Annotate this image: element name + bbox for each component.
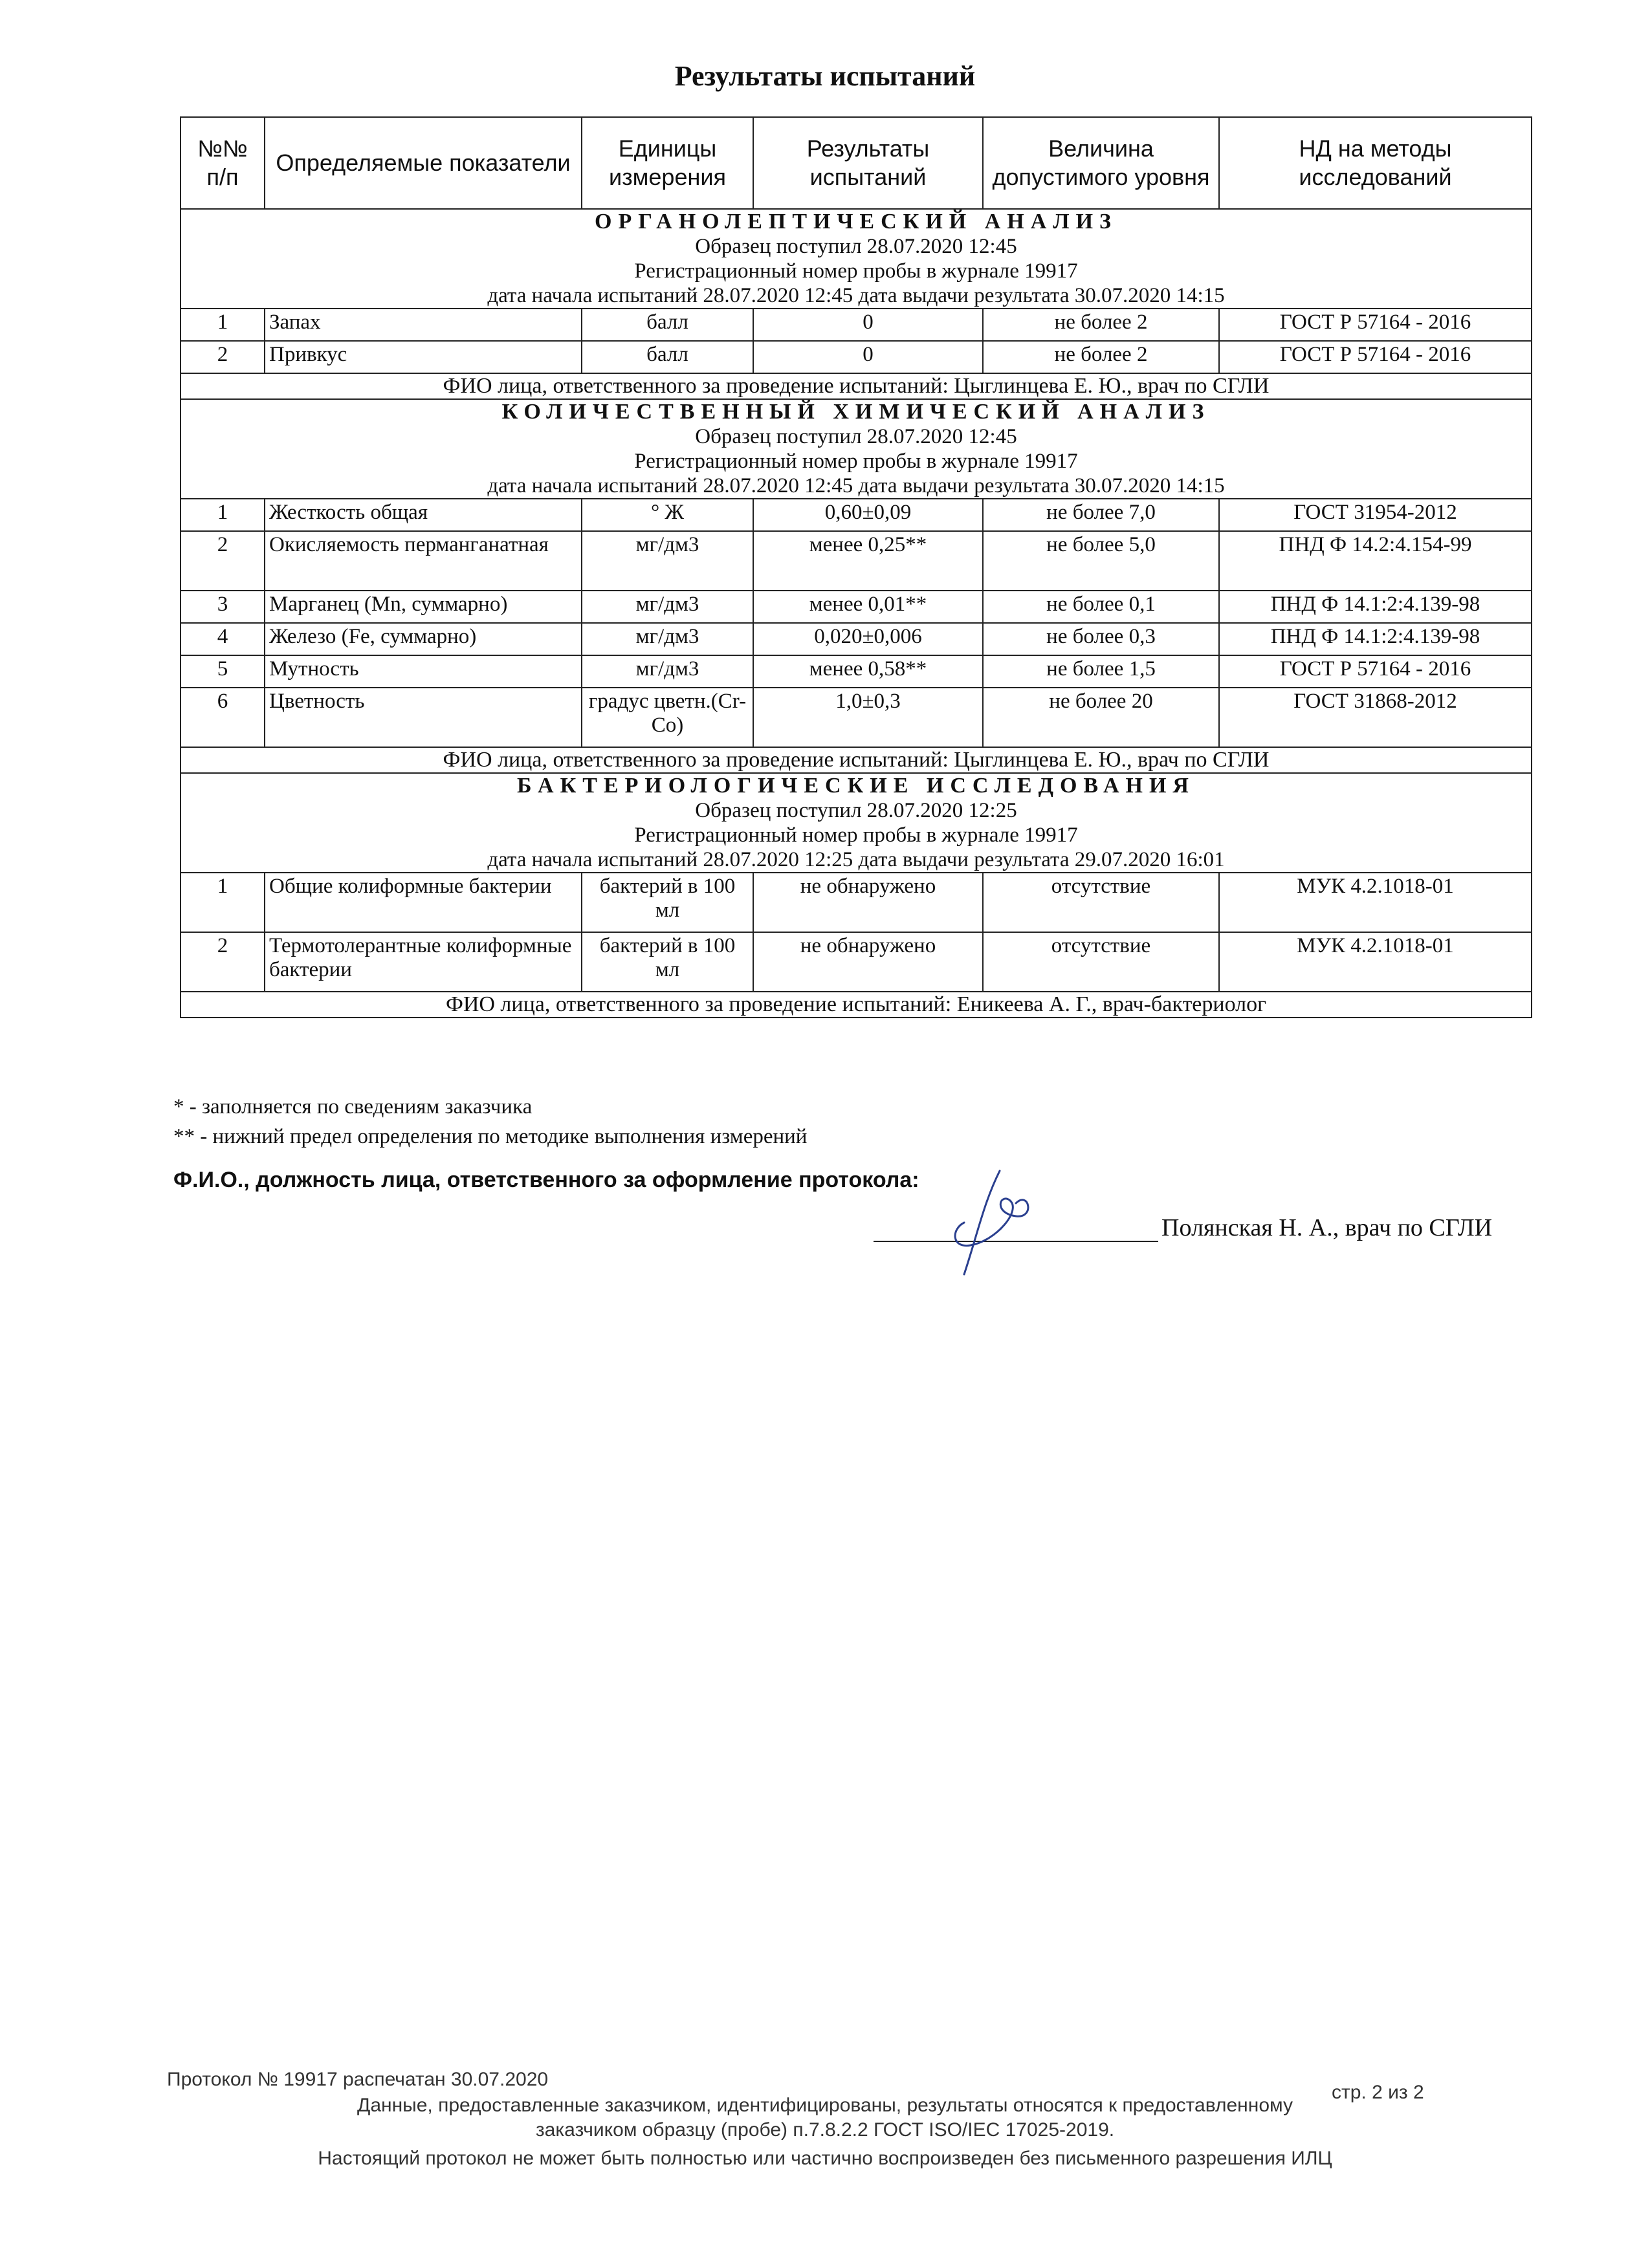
- row-limit: не более 2: [983, 309, 1219, 341]
- row-limit: не более 5,0: [983, 531, 1219, 591]
- table-row: [181, 591, 1532, 623]
- row-unit: мг/дм3: [582, 655, 753, 688]
- table-row: [181, 341, 1532, 373]
- footnote-detection-limit: ** - нижний предел определения по методике выполнения измерений: [173, 1125, 808, 1148]
- responsible-label: Ф.И.О., должность лица, ответственного за оформление протокола:: [173, 1168, 919, 1192]
- row-limit: не более 20: [983, 688, 1219, 747]
- row-method: ПНД Ф 14.2:4.154-99: [1219, 531, 1532, 591]
- row-result: 0: [753, 341, 983, 373]
- section-header: [181, 399, 1532, 499]
- row-method: МУК 4.2.1018-01: [1219, 873, 1532, 932]
- row-result: не обнаружено: [753, 873, 983, 932]
- row-indicator: Цветность: [265, 688, 582, 747]
- row-result: 1,0±0,3: [753, 688, 983, 747]
- section-header: [181, 773, 1532, 873]
- table-row: [181, 623, 1532, 655]
- row-number: 5: [181, 655, 265, 688]
- footer-page-number: стр. 2 из 2: [1332, 2082, 1424, 2103]
- row-limit: не более 1,5: [983, 655, 1219, 688]
- section-title: ОРГАНОЛЕПТИЧЕСКИЙ АНАЛИЗ: [595, 210, 1117, 234]
- footer-disclaimer-3: Настоящий протокол не может быть полностью или частично воспроизведен без письменного разрешения ИЛЦ: [318, 2148, 1332, 2169]
- row-limit: не более 0,1: [983, 591, 1219, 623]
- section-title: КОЛИЧЕСТВЕННЫЙ ХИМИЧЕСКИЙ АНАЛИЗ: [501, 400, 1211, 424]
- row-unit: мг/дм3: [582, 591, 753, 623]
- section-reg: Регистрационный номер пробы в журнале 19917: [634, 259, 1078, 283]
- footnote-customer: * - заполняется по сведениям заказчика: [173, 1095, 533, 1118]
- row-result: менее 0,25**: [753, 531, 983, 591]
- section-received: Образец поступил 28.07.2020 12:25: [695, 799, 1017, 822]
- row-unit: мг/дм3: [582, 531, 753, 591]
- table-row: [181, 531, 1532, 591]
- row-number: 1: [181, 499, 265, 531]
- section-received: Образец поступил 28.07.2020 12:45: [695, 235, 1017, 258]
- header-number: №№ п/п: [181, 117, 265, 209]
- row-unit: бактерий в 100 мл: [582, 932, 753, 992]
- table-row: [181, 873, 1532, 932]
- responsible-person: ФИО лица, ответственного за проведение испытаний: Цыглинцева Е. Ю., врач по СГЛИ: [181, 373, 1532, 399]
- row-unit: ° Ж: [582, 499, 753, 531]
- row-indicator: Запах: [265, 309, 582, 341]
- header-indicator: Определяемые показатели: [265, 117, 582, 209]
- row-limit: не более 0,3: [983, 623, 1219, 655]
- row-unit: балл: [582, 309, 753, 341]
- row-indicator: Окисляемость перманганатная: [265, 531, 582, 591]
- section-received: Образец поступил 28.07.2020 12:45: [695, 425, 1017, 448]
- row-number: 2: [181, 531, 265, 591]
- row-unit: мг/дм3: [582, 623, 753, 655]
- row-number: 2: [181, 932, 265, 992]
- row-number: 1: [181, 873, 265, 932]
- row-indicator: Общие колиформные бактерии: [265, 873, 582, 932]
- row-result: менее 0,01**: [753, 591, 983, 623]
- row-indicator: Железо (Fe, суммарно): [265, 623, 582, 655]
- row-method: ПНД Ф 14.1:2:4.139-98: [1219, 591, 1532, 623]
- handwritten-signature: [938, 1164, 1055, 1281]
- section-dates: дата начала испытаний 28.07.2020 12:45 дата выдачи результата 30.07.2020 14:15: [487, 474, 1225, 497]
- results-table: [180, 116, 1532, 1018]
- row-limit: отсутствие: [983, 932, 1219, 992]
- row-number: 2: [181, 341, 265, 373]
- section-dates: дата начала испытаний 28.07.2020 12:25 дата выдачи результата 29.07.2020 16:01: [487, 848, 1225, 871]
- section-reg: Регистрационный номер пробы в журнале 19917: [634, 823, 1078, 847]
- row-method: ГОСТ 31954-2012: [1219, 499, 1532, 531]
- section-header: [181, 209, 1532, 309]
- table-row: [181, 655, 1532, 688]
- row-limit: отсутствие: [983, 873, 1219, 932]
- section-dates: дата начала испытаний 28.07.2020 12:45 дата выдачи результата 30.07.2020 14:15: [487, 284, 1225, 307]
- row-unit: бактерий в 100 мл: [582, 873, 753, 932]
- footer-disclaimer-2: заказчиком образцу (пробе) п.7.8.2.2 ГОСТ ISO/IEC 17025-2019.: [535, 2119, 1115, 2141]
- row-method: ГОСТ Р 57164 - 2016: [1219, 655, 1532, 688]
- table-row: [181, 309, 1532, 341]
- row-number: 6: [181, 688, 265, 747]
- row-indicator: Мутность: [265, 655, 582, 688]
- row-limit: не более 2: [983, 341, 1219, 373]
- row-result: 0,60±0,09: [753, 499, 983, 531]
- section-title: БАКТЕРИОЛОГИЧЕСКИЕ ИССЛЕДОВАНИЯ: [517, 774, 1195, 798]
- responsible-row: [181, 747, 1532, 773]
- row-indicator: Привкус: [265, 341, 582, 373]
- responsible-name: Полянская Н. А., врач по СГЛИ: [1161, 1214, 1493, 1241]
- row-method: ПНД Ф 14.1:2:4.139-98: [1219, 623, 1532, 655]
- header-unit: Единицы измерения: [582, 117, 753, 209]
- row-number: 4: [181, 623, 265, 655]
- footnotes: [173, 1092, 807, 1151]
- row-result: 0,020±0,006: [753, 623, 983, 655]
- row-method: ГОСТ Р 57164 - 2016: [1219, 341, 1532, 373]
- row-limit: не более 7,0: [983, 499, 1219, 531]
- table-header-row: [181, 117, 1532, 209]
- page-title: Результаты испытаний: [674, 60, 976, 92]
- row-result: 0: [753, 309, 983, 341]
- header-result: Результаты испытаний: [753, 117, 983, 209]
- responsible-row: [181, 992, 1532, 1018]
- footer-protocol: Протокол № 19917 распечатан 30.07.2020: [167, 2069, 549, 2090]
- row-unit: балл: [582, 341, 753, 373]
- row-indicator: Термотолерантные колиформные бактерии: [265, 932, 582, 992]
- table-row: [181, 499, 1532, 531]
- row-method: ГОСТ 31868-2012: [1219, 688, 1532, 747]
- header-limit: Величина допустимого уровня: [983, 117, 1219, 209]
- row-method: ГОСТ Р 57164 - 2016: [1219, 309, 1532, 341]
- row-indicator: Жесткость общая: [265, 499, 582, 531]
- section-reg: Регистрационный номер пробы в журнале 19917: [634, 450, 1078, 473]
- responsible-person: ФИО лица, ответственного за проведение испытаний: Еникеева А. Г., врач-бактериолог: [181, 992, 1532, 1018]
- table-row: [181, 932, 1532, 992]
- row-method: МУК 4.2.1018-01: [1219, 932, 1532, 992]
- responsible-person: ФИО лица, ответственного за проведение испытаний: Цыглинцева Е. Ю., врач по СГЛИ: [181, 747, 1532, 773]
- responsible-row: [181, 373, 1532, 399]
- row-result: не обнаружено: [753, 932, 983, 992]
- row-number: 1: [181, 309, 265, 341]
- header-method: НД на методы исследований: [1219, 117, 1532, 209]
- table-row: [181, 688, 1532, 747]
- row-result: менее 0,58**: [753, 655, 983, 688]
- row-unit: градус цветн.(Cr-Co): [582, 688, 753, 747]
- footer-disclaimer-1: Данные, предоставленные заказчиком, идентифицированы, результаты относятся к предоставленному: [357, 2095, 1293, 2116]
- row-indicator: Марганец (Mn, суммарно): [265, 591, 582, 623]
- row-number: 3: [181, 591, 265, 623]
